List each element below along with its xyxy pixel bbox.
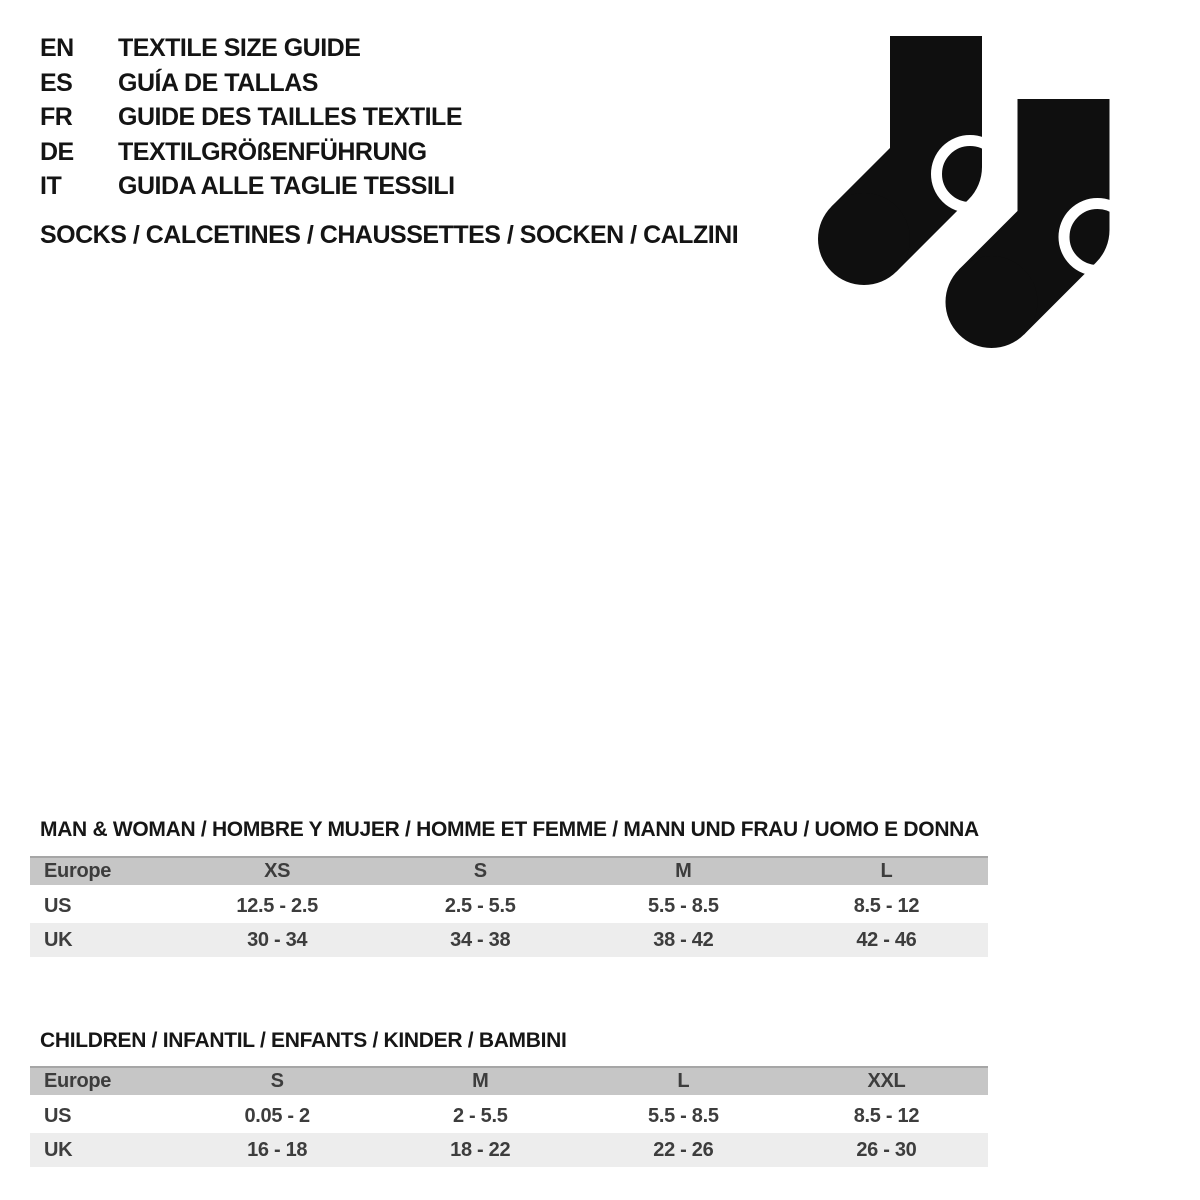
size-value: 2 - 5.5 xyxy=(452,1104,508,1127)
column-header-size: L xyxy=(677,1070,690,1092)
table-header-row xyxy=(30,856,988,885)
column-header-size: S xyxy=(270,1070,284,1092)
size-table-man-woman xyxy=(30,856,988,957)
size-value: 16 - 18 xyxy=(247,1138,308,1161)
size-value: 42 - 46 xyxy=(856,928,917,951)
language-row-en xyxy=(40,34,462,69)
size-value: 30 - 34 xyxy=(247,928,308,951)
section-title-children: CHILDREN / INFANTIL / ENFANTS / KINDER / BAMBINI xyxy=(40,1029,567,1052)
language-row-de xyxy=(40,138,462,173)
language-code: ES xyxy=(40,68,73,97)
row-label: US xyxy=(44,1104,72,1127)
column-header-region: Europe xyxy=(44,860,112,882)
size-value: 2.5 - 5.5 xyxy=(444,894,516,917)
size-value: 38 - 42 xyxy=(653,928,714,951)
language-title: GUÍA DE TALLAS xyxy=(118,68,318,97)
column-header-size: M xyxy=(675,860,692,882)
language-row-fr xyxy=(40,103,462,138)
size-value: 12.5 - 2.5 xyxy=(236,894,318,917)
size-value: 8.5 - 12 xyxy=(853,894,920,917)
language-title: GUIDE DES TAILLES TEXTILE xyxy=(118,103,463,132)
table-row-us xyxy=(30,889,988,923)
column-header-size: S xyxy=(473,860,487,882)
size-value: 34 - 38 xyxy=(450,928,511,951)
language-row-es xyxy=(40,69,462,104)
size-table-children xyxy=(30,1066,988,1167)
table-row-uk xyxy=(30,923,988,957)
column-header-size: L xyxy=(880,860,893,882)
language-title: GUIDA ALLE TAGLIE TESSILI xyxy=(118,172,455,201)
column-header-region: Europe xyxy=(44,1070,112,1092)
row-label: UK xyxy=(44,928,73,951)
table-row-uk xyxy=(30,1133,988,1167)
table-header-row xyxy=(30,1066,988,1095)
language-title: TEXTILGRÖßENFÜHRUNG xyxy=(118,137,427,166)
table-row-us xyxy=(30,1099,988,1133)
size-value: 22 - 26 xyxy=(653,1138,714,1161)
language-code: EN xyxy=(40,34,74,62)
language-row-it xyxy=(40,172,462,207)
socks-icon xyxy=(815,33,1115,351)
row-label: UK xyxy=(44,1138,73,1161)
row-label: US xyxy=(44,894,72,917)
size-value: 0.05 - 2 xyxy=(244,1104,310,1127)
language-code: FR xyxy=(40,103,73,132)
column-header-size: XS xyxy=(264,860,291,882)
category-line: SOCKS / CALCETINES / CHAUSSETTES / SOCKEN / CALZINI xyxy=(40,221,739,249)
language-title: TEXTILE SIZE GUIDE xyxy=(118,34,361,62)
size-value: 18 - 22 xyxy=(450,1138,511,1161)
size-value: 5.5 - 8.5 xyxy=(648,1104,719,1127)
size-value: 26 - 30 xyxy=(856,1138,917,1161)
column-header-size: XXL xyxy=(867,1070,906,1092)
language-code: DE xyxy=(40,137,74,166)
size-value: 5.5 - 8.5 xyxy=(648,894,719,917)
column-header-size: M xyxy=(472,1070,489,1092)
language-code: IT xyxy=(40,172,62,201)
language-title-block xyxy=(40,34,462,207)
section-title-man-woman: MAN & WOMAN / HOMBRE Y MUJER / HOMME ET FEMME / MANN UND FRAU / UOMO E DONNA xyxy=(40,818,979,841)
size-value: 8.5 - 12 xyxy=(853,1104,920,1127)
